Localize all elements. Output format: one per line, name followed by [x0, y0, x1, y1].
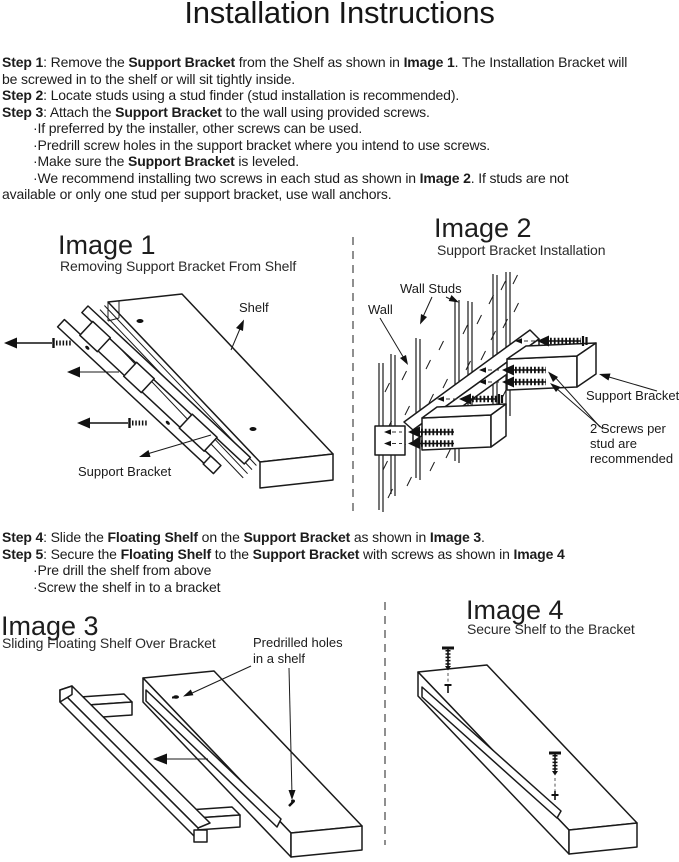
figure4-diagram	[389, 635, 679, 862]
floating-shelf-drawing	[418, 665, 637, 854]
instruction-line: Step 1: Remove the Support Bracket from the Shelf as shown in Image 1. The Installation Bracket will	[2, 54, 628, 70]
instruction-line: available or only one stud per support bracket, use wall anchors.	[2, 186, 392, 202]
shelf-callout	[231, 300, 269, 350]
wall-label: Wall	[368, 302, 393, 317]
figure1-diagram	[0, 288, 350, 520]
shelf-label: Shelf	[239, 300, 269, 315]
wall-callout	[368, 302, 408, 365]
instruction-line: Step 2: Locate studs using a stud finder (stud installation is recommended).	[2, 87, 460, 103]
support-bracket-label: Support Bracket	[586, 388, 679, 403]
instruction-line: be screwed in to the shelf or will sit tightly inside.	[2, 70, 296, 87]
instruction-line: ·Predrill screw holes in the support bracket where you intend to use screws.	[33, 136, 491, 153]
dashed-divider-top	[352, 237, 354, 516]
figure2-title: Image 2	[434, 213, 532, 243]
figure1-subtitle: Removing Support Bracket From Shelf	[60, 258, 297, 274]
steps-bottom-block	[2, 529, 565, 595]
predrilled-holes-label-line1: Predrilled holes	[253, 635, 343, 650]
support-bracket-label: Support Bracket	[78, 464, 172, 479]
instruction-line: Step 5: Secure the Floating Shelf to the Support Bracket with screws as shown in Image 4	[2, 545, 565, 562]
predrilled-holes-label-line2: in a shelf	[253, 651, 306, 666]
support-bracket-callout	[586, 374, 679, 404]
figure3-subtitle: Sliding Floating Shelf Over Bracket	[2, 635, 216, 651]
screws-note-line1: 2 Screws per	[590, 421, 666, 436]
figure4-subtitle: Secure Shelf to the Bracket	[467, 621, 635, 637]
instruction-line: ·Screw the shelf in to a bracket	[33, 578, 221, 595]
instruction-line: Step 3: Attach the Support Bracket to the wall using provided screws.	[2, 103, 430, 120]
figure3-title: Image 3	[1, 611, 99, 641]
figure2-diagram	[358, 272, 679, 520]
page-title: Installation Instructions	[184, 0, 495, 30]
instruction-line: ·If preferred by the installer, other screws can be used.	[33, 120, 363, 136]
instruction-line: Step 4: Slide the Floating Shelf on the Support Bracket as shown in Image 3.	[2, 529, 485, 545]
figure3-diagram	[0, 630, 385, 862]
steps-top-block	[2, 54, 627, 203]
instruction-line: ·We recommend installing two screws in each stud as shown in Image 2. If studs are not	[33, 169, 569, 186]
pull-arrow-with-screw	[77, 418, 147, 429]
wall-studs-callout	[400, 281, 462, 325]
floating-shelf-drawing	[143, 671, 362, 857]
instruction-line: ·Pre drill the shelf from above	[33, 562, 212, 578]
figure1-title: Image 1	[58, 230, 156, 260]
screws-note-line2: stud are	[590, 436, 637, 451]
pull-arrow-with-screw	[4, 338, 71, 349]
wall-studs-label: Wall Studs	[400, 281, 462, 296]
figure4-title: Image 4	[466, 595, 564, 625]
instruction-line: ·Make sure the Support Bracket is leveled.	[33, 153, 300, 169]
screws-note-line3: recommended	[590, 451, 674, 466]
figure2-subtitle: Support Bracket Installation	[437, 242, 606, 258]
